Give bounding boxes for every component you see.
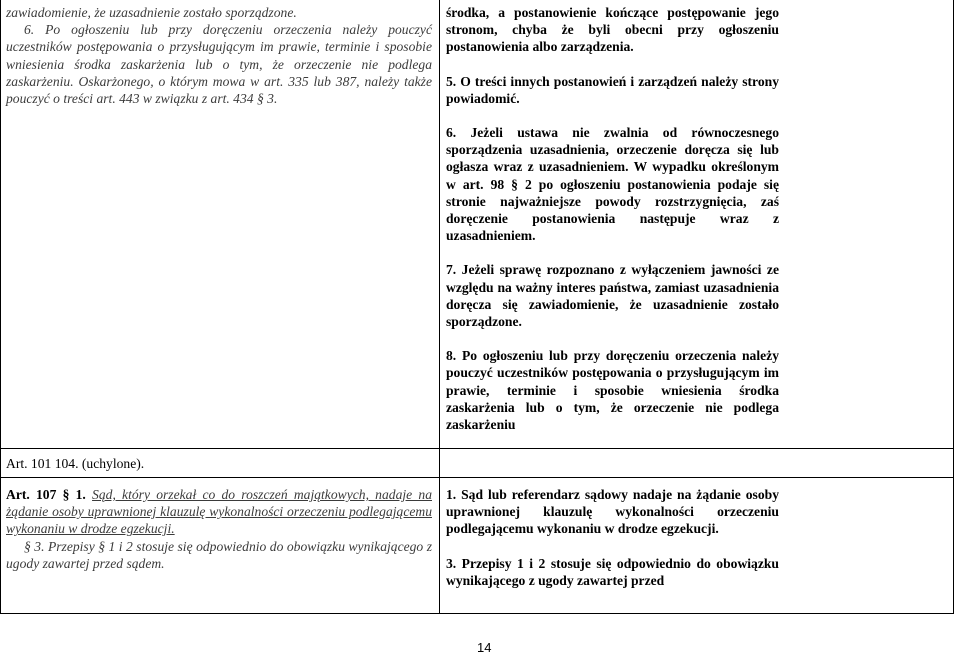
art-107-text-1: Sąd, który orzekał co do roszczeń majątkowych, nadaje na żądanie osoby uprawnionej klauzulę wykonalności orzeczeniu podlegającemu wykonaniu w drodze egzekucji. — [6, 487, 432, 537]
right-paragraph-8: 8. Po ogłoszeniu lub przy doręczeniu orzeczenia należy pouczyć uczestników postępowania o przysługującym im prawie, terminie i sposobie wniesienia środka zaskarżenia lub o tym, że orzeczenie nie podlega zaskarżeniu — [446, 348, 779, 433]
art-107-paragraph-1 — [6, 486, 432, 538]
table-border-right — [953, 0, 954, 614]
table-border-left — [0, 0, 1, 614]
right-bottom-paragraph-3: 3. Przepisy 1 i 2 stosuje się odpowiednio do obowiązku wynikającego z ugody zawartej przed — [446, 555, 779, 588]
right-top-cell — [446, 4, 779, 433]
right-bottom-paragraph-1: 1. Sąd lub referendarz sądowy nadaje na żądanie osoby uprawnionej klauzulę wykonalności orzeczeniu podlegającemu wykonaniu w drodze egzekucji. — [446, 487, 779, 537]
left-top-cell — [6, 4, 432, 107]
left-top-line-1: zawiadomienie, że uzasadnienie zostało sporządzone. — [6, 5, 297, 20]
right-paragraph-6: 6. Jeżeli ustawa nie zwalnia od równoczesnego sporządzenia uzasadnienia, orzeczenie doręcza się lub ogłasza wraz z uzasadnieniem. W wypadku określonym w art. 98 § 2 po ogłoszeniu postanowienia podaje się stronie najważniejsze powody rozstrzygnięcia, zaś doręczenie postanowienia następuje wraz z uzasadnieniem. — [446, 125, 779, 244]
art-101-104-text: Art. 101 104. (uchylone). — [6, 456, 145, 471]
row-divider-2 — [0, 477, 954, 478]
right-paragraph-7: 7. Jeżeli sprawę rozpoznano z wyłączeniem jawności ze względu na ważny interes państwa, zamiast uzasadnienia doręcza się zawiadomienie, że uzasadnienie zostało sporządzone. — [446, 262, 779, 330]
right-paragraph-continuation: środka, a postanowienie kończące postępowanie jego stronom, chyba że byli obecni przy ogłoszeniu postanowienia albo zarządzenia. — [446, 5, 779, 55]
left-top-paragraph-6: 6. Po ogłoszeniu lub przy doręczeniu orzeczenia należy pouczyć uczestników postępowania o przysługującym im prawie, terminie i sposobie wniesienia środka zaskarżenia lub o tym, że orzeczenie nie podlega zaskarżeniu. Oskarżonego, o którym mowa w art. 335 lub 387, należy także pouczyć o treści art. 443 w związku z art. 434 § 3. — [6, 22, 432, 107]
page-number: 14 — [477, 640, 492, 655]
art-107-heading: Art. 107 § 1. — [6, 487, 86, 502]
right-paragraph-5: 5. O treści innych postanowień i zarządzeń należy strony powiadomić. — [446, 73, 779, 106]
left-mid-cell — [6, 455, 432, 472]
row-divider-1 — [0, 448, 954, 449]
left-bottom-cell — [6, 486, 432, 572]
right-bottom-cell — [446, 486, 779, 589]
table-border-bottom — [0, 613, 954, 614]
art-107-paragraph-3: § 3. Przepisy § 1 i 2 stosuje się odpowiednio do obowiązku wynikającego z ugody zawartej przed sądem. — [6, 538, 432, 571]
table-divider-middle — [439, 0, 440, 614]
